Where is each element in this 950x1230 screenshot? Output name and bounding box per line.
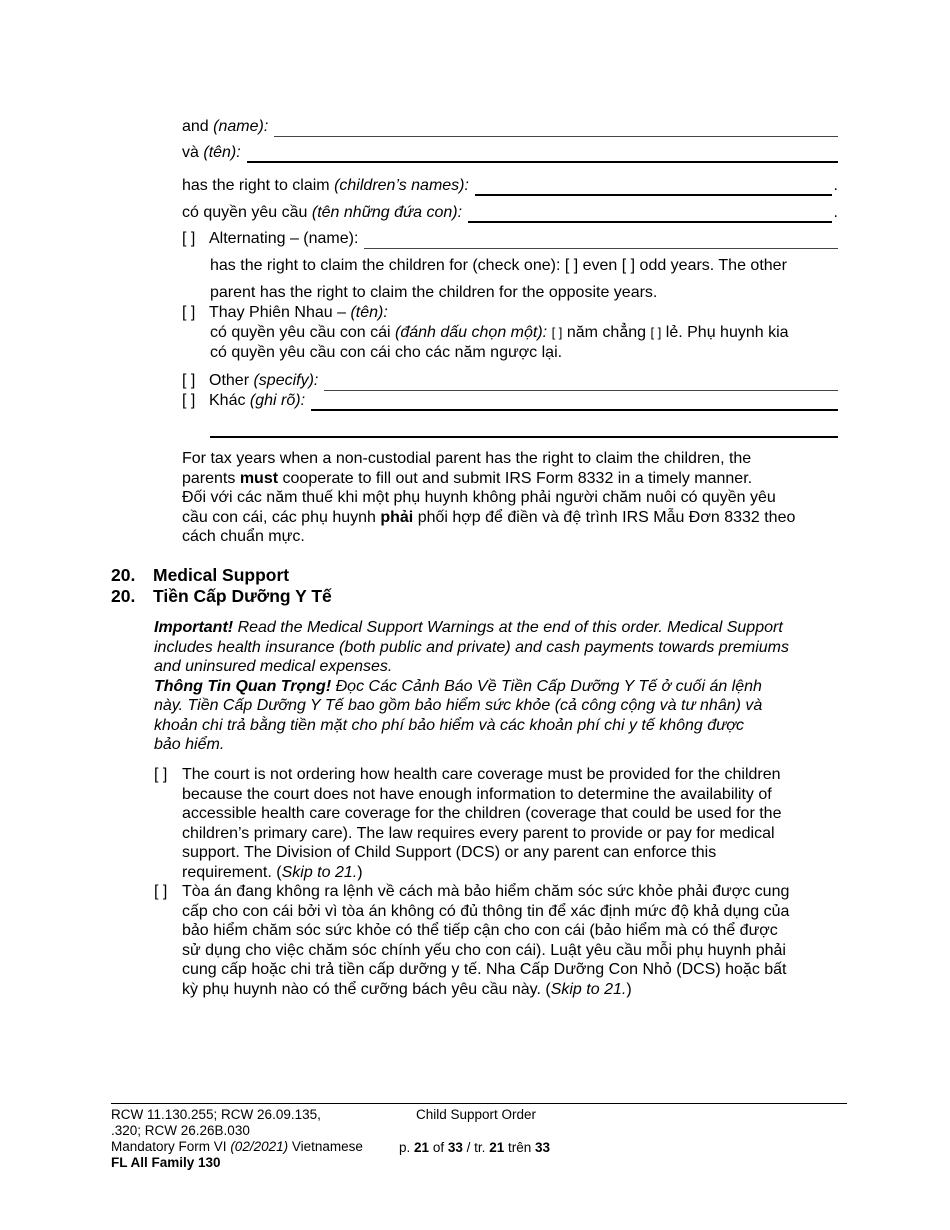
claim-en-row (182, 176, 838, 196)
court-en-last-prefix: requirement. ( (182, 863, 282, 881)
alternating-en-line1: has the right to claim the children for (check one): [ ] even [ ] odd years. The other (210, 257, 787, 274)
footer-page-p: p. (399, 1140, 411, 1155)
tax-phai: phải (380, 508, 414, 526)
specify-label: (specify): (253, 372, 319, 389)
section-20-title-en: Medical Support (153, 565, 290, 585)
tax-must: must (239, 469, 279, 487)
important-en-line1 (154, 618, 844, 638)
footer-page-total-vi: 33 (535, 1140, 551, 1155)
thay-phien-vi-line1-prefix: có quyền yêu cầu con cái (210, 324, 391, 341)
thay-phien-vi-line1-suffix: lẻ. Phụ huynh kia (665, 324, 789, 341)
alternating-label: Alternating – (name): (209, 230, 359, 247)
footer-page-of: of (432, 1140, 445, 1155)
footer-form-date: (02/2021) (230, 1139, 289, 1154)
court-en-paragraph (182, 765, 847, 882)
footer-form-suffix: Vietnamese (291, 1139, 363, 1154)
other-label: Other (209, 372, 250, 389)
children-names-field-vi[interactable] (468, 207, 832, 223)
footer-page-num-vi: 21 (489, 1140, 505, 1155)
court-vi-close-paren: ) (626, 980, 632, 998)
even-year-checkbox-vi[interactable]: [ ] (551, 325, 563, 340)
claim-en-text: has the right to claim (182, 177, 330, 194)
children-names-label-vi: (tên những đứa con): (311, 204, 463, 221)
ghi-ro-label: (ghi rõ): (249, 392, 306, 409)
important-en-line2: includes health insurance (both public and private) and cash payments towards premiums (154, 638, 790, 656)
va-name-row (182, 143, 838, 163)
tax-en-line2c: cooperate to fill out and submit IRS Form 8332 in a timely manner. (282, 469, 753, 487)
important-vi-line3: khoản chi trả bằng tiền mặt cho phí bảo hiểm và các khoản phí chi y tế không được (154, 716, 744, 734)
other-extra-line[interactable] (210, 436, 838, 438)
thay-phien-vi-line2: có quyền yêu cầu con cái cho các năm ngược lại. (210, 344, 563, 361)
footer-divider (111, 1103, 847, 1104)
tax-en-line2a: parents (182, 469, 236, 487)
court-en-line: The court is not ordering how health care coverage must be provided for the children (182, 766, 781, 783)
footer-form-code-text: FL All Family 130 (111, 1155, 221, 1170)
thay-phien-row (182, 303, 388, 323)
important-vi-bold: Thông Tin Quan Trọng! (154, 677, 332, 695)
tax-paragraph (182, 449, 847, 547)
court-vi-paragraph (182, 882, 847, 999)
important-en-line3: and uninsured medical expenses. (154, 658, 393, 675)
claim-vi-period: . (833, 204, 838, 221)
footer-page-number (399, 1140, 550, 1156)
court-en-line: support. The Division of Child Support (DCS) or any parent can enforce this (182, 844, 717, 861)
court-vi-line: bảo hiểm chăm sóc sức khỏe có thể tiếp cận cho con cái (bảo hiểm mà có thể được (182, 922, 778, 939)
thay-phien-vi-line1-italic: (đánh dấu chọn một): (395, 324, 548, 341)
section-20-number-en: 20. (111, 565, 136, 585)
alternating-row (182, 229, 838, 249)
khac-label: Khác (209, 392, 246, 409)
court-vi-last-prefix: kỳ phụ huynh nào có thể cưỡng bách yêu cầu này. ( (182, 980, 551, 998)
footer-page-tren: trên (507, 1140, 532, 1155)
court-en-line: accessible health care coverage for the children (coverage that could be used for the (182, 805, 782, 822)
court-vi-checkbox[interactable]: [ ] (154, 883, 168, 900)
court-en-line: because the court does not have enough information to determine the availability of (182, 785, 772, 803)
footer-doc-title: Child Support Order (416, 1107, 537, 1122)
section-20-number-vi: 20. (111, 586, 136, 606)
va-name-field[interactable] (247, 147, 838, 163)
important-en-bold: Important! (154, 619, 234, 636)
other-checkbox[interactable]: [ ] (182, 372, 196, 389)
court-en-last-line (182, 863, 847, 883)
court-vi-line: cung cấp hoặc chi trả tiền cấp dưỡng y tế. Nha Cấp Dưỡng Con Nhỏ (DCS) hoặc bất (182, 961, 787, 978)
claim-vi-text: có quyền yêu cầu (182, 204, 308, 221)
thay-phien-ten-label: (tên): (350, 304, 388, 321)
skip-to-21-vi: Skip to 21. (550, 980, 627, 998)
section-20-title-vi: Tiền Cấp Dưỡng Y Tế (153, 586, 332, 606)
khac-checkbox[interactable]: [ ] (182, 392, 196, 409)
and-label: and (182, 118, 209, 135)
and-name-field[interactable] (274, 122, 838, 137)
children-names-label-en: (children’s names): (334, 177, 469, 194)
important-vi-text1: Đọc Các Cảnh Báo Về Tiền Cấp Dưỡng Y Tế ở cuối án lệnh (335, 677, 762, 695)
section-20-heading-vi (111, 587, 332, 607)
alternating-en-line2: parent has the right to claim the children for the opposite years. (210, 284, 658, 301)
footer-left (111, 1107, 363, 1171)
tax-vi-line3: cách chuẩn mực. (182, 528, 305, 545)
footer-rcw-line1: RCW 11.130.255; RCW 26.09.135, (111, 1107, 321, 1122)
court-vi-line: sử dụng cho việc chăm sóc chính yếu cho con cái). Luật yêu cầu mỗi phụ huynh phải (182, 941, 786, 959)
important-en-text1: Read the Medical Support Warnings at the end of this order. Medical Support (237, 619, 783, 636)
important-notice (154, 618, 844, 755)
important-vi-line2: này. Tiền Cấp Dưỡng Y Tế bao gồm bảo hiểm sức khỏe (cả công cộng và tư nhân) và (154, 697, 763, 714)
alternating-name-field[interactable] (364, 234, 838, 249)
skip-to-21-en: Skip to 21. (281, 863, 358, 881)
name-label-en: (name): (213, 118, 269, 135)
tax-vi-line2c: phối hợp để điền và đệ trình IRS Mẫu Đơn 8332 theo (417, 508, 796, 526)
footer-page-sep: / tr. (466, 1140, 486, 1155)
court-en-close-paren: ) (357, 863, 363, 881)
and-name-row (182, 117, 838, 137)
tax-vi-line2a: cầu con cái, các phụ huynh (182, 508, 376, 526)
footer-form-prefix: Mandatory Form VI (111, 1139, 227, 1154)
thay-phien-checkbox[interactable]: [ ] (182, 304, 196, 321)
claim-en-period: . (833, 177, 838, 194)
footer-form-line (111, 1139, 363, 1155)
important-vi-line4: bảo hiểm. (154, 736, 225, 753)
court-vi-line: Tòa án đang không ra lệnh về cách mà bảo hiểm chăm sóc sức khỏe phải được cung (182, 883, 790, 900)
tax-vi-line2 (182, 508, 847, 528)
tax-vi-line1: Đối với các năm thuế khi một phụ huynh không phải người chăm nuôi có quyền yêu (182, 489, 776, 506)
khac-row (182, 391, 838, 411)
tax-en-line2 (182, 469, 847, 489)
important-vi-line1 (154, 677, 844, 697)
other-row (182, 371, 838, 391)
footer-page-total: 33 (447, 1140, 463, 1155)
footer-rcw-line2: .320; RCW 26.26B.030 (111, 1123, 250, 1138)
footer-form-code (111, 1155, 363, 1171)
section-20-heading-en (111, 566, 289, 586)
claim-vi-row (182, 203, 838, 223)
va-label: và (182, 144, 199, 161)
court-en-line: children’s primary care). The law requires every parent to provide or pay for medical (182, 824, 775, 842)
tax-en-line1: For tax years when a non-custodial parent has the right to claim the children, the (182, 450, 752, 467)
footer-page-num: 21 (414, 1140, 430, 1155)
thay-phien-label: Thay Phiên Nhau – (209, 304, 346, 321)
thay-phien-vi-line1 (210, 323, 789, 343)
other-specify-field[interactable] (324, 376, 838, 391)
court-vi-last-line (182, 980, 847, 1000)
children-names-field-en[interactable] (475, 180, 832, 196)
name-label-vi: (tên): (203, 144, 241, 161)
odd-year-checkbox-vi[interactable]: [ ] (650, 325, 662, 340)
alternating-checkbox[interactable]: [ ] (182, 230, 196, 247)
thay-phien-vi-line1-mid: năm chẳng (566, 324, 647, 341)
khac-specify-field[interactable] (311, 395, 838, 411)
court-en-checkbox[interactable]: [ ] (154, 766, 168, 783)
court-vi-line: cấp cho con cái bởi vì tòa án không có đủ thông tin để xác định mức độ khả dụng của (182, 902, 790, 920)
